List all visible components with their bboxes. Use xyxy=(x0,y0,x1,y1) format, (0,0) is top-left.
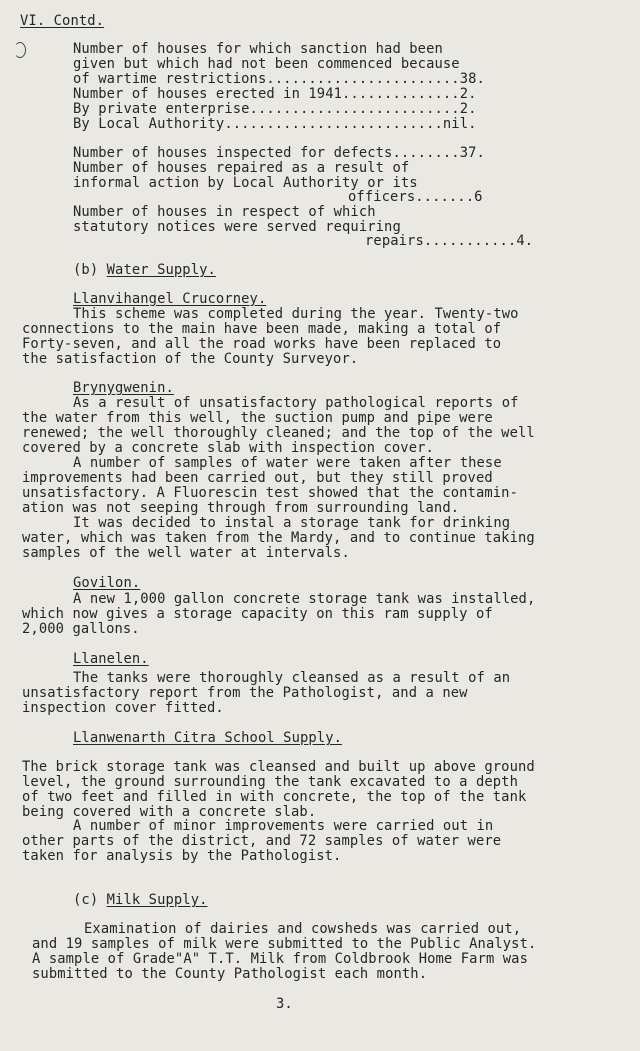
paragraph-line: covered by a concrete slab with inspection cover. xyxy=(22,440,434,456)
paragraph-line: samples of the well water at intervals. xyxy=(22,545,350,561)
llanwenarth-title: Llanwenarth Citra School Supply. xyxy=(73,730,343,746)
housing-line: By Local Authority..........................nil. xyxy=(73,116,477,132)
paragraph-line: the satisfaction of the County Surveyor. xyxy=(22,351,359,367)
housing-line: Number of houses erected in 1941..............2. xyxy=(73,86,477,102)
housing-line: statutory notices were served requiring xyxy=(73,219,401,235)
housing-line: Number of houses inspected for defects........37. xyxy=(73,145,485,161)
paragraph-line: inspection cover fitted. xyxy=(22,700,224,716)
paragraph-line: submitted to the County Pathologist each month. xyxy=(32,966,428,982)
paragraph-line: of two feet and filled in with concrete, the top of the tank xyxy=(22,789,527,805)
paragraph-line: improvements had been carried out, but they still proved xyxy=(22,470,493,486)
paragraph-line: level, the ground surrounding the tank excavated to a depth xyxy=(22,774,518,790)
paragraph-line: other parts of the district, and 72 samples of water were xyxy=(22,833,502,849)
paragraph-line: A new 1,000 gallon concrete storage tank was installed, xyxy=(73,591,536,607)
housing-line: officers.......6 xyxy=(348,189,483,205)
milk-supply-heading xyxy=(73,893,208,908)
brynygwenin-title: Brynygwenin. xyxy=(73,380,174,396)
paragraph-line: 2,000 gallons. xyxy=(22,621,140,637)
paragraph-line: The tanks were thoroughly cleansed as a result of an xyxy=(73,670,511,686)
paragraph-line: water, which was taken from the Mardy, and to continue taking xyxy=(22,530,535,546)
paragraph-line: connections to the main have been made, making a total of xyxy=(22,321,502,337)
paragraph-line: As a result of unsatisfactory pathological reports of xyxy=(73,395,519,411)
paragraph-line: taken for analysis by the Pathologist. xyxy=(22,848,342,864)
paragraph-line: which now gives a storage capacity on this ram supply of xyxy=(22,606,493,622)
paragraph-line: Forty-seven, and all the road works have been replaced to xyxy=(22,336,502,352)
paragraph-line: the water from this well, the suction pump and pipe were xyxy=(22,410,493,426)
paragraph-line: A number of samples of water were taken after these xyxy=(73,455,502,471)
heading-text: Water Supply. xyxy=(106,262,216,278)
paragraph-line: A number of minor improvements were carried out in xyxy=(73,818,494,834)
paragraph-line: renewed; the well thoroughly cleaned; and the top of the well xyxy=(22,425,535,441)
housing-line: given but which had not been commenced because xyxy=(73,56,460,72)
page-number: 3. xyxy=(276,996,293,1012)
paragraph-line: and 19 samples of milk were submitted to the Public Analyst. xyxy=(32,936,537,952)
paragraph-line: unsatisfactory report from the Pathologist, and a new xyxy=(22,685,468,701)
heading-prefix: (c) xyxy=(73,892,107,908)
housing-line: Number of houses repaired as a result of xyxy=(73,160,410,176)
paragraph-line: It was decided to instal a storage tank for drinking xyxy=(73,515,511,531)
govilon-title: Govilon. xyxy=(73,575,141,591)
llanelen-title: Llanelen. xyxy=(73,651,149,667)
housing-line: informal action by Local Authority or its xyxy=(73,175,418,191)
paragraph-line: unsatisfactory. A Fluorescin test showed that the contamin- xyxy=(22,485,518,501)
punch-hole-mark xyxy=(14,42,26,58)
paragraph-line: Examination of dairies and cowsheds was carried out, xyxy=(84,921,522,937)
paragraph-line: A sample of Grade"A" T.T. Milk from Coldbrook Home Farm was xyxy=(32,951,528,967)
paragraph-line: The brick storage tank was cleansed and built up above ground xyxy=(22,759,535,775)
water-supply-heading xyxy=(73,263,216,278)
section-header: VI. Contd. xyxy=(20,13,105,29)
housing-line: Number of houses in respect of which xyxy=(73,204,376,220)
heading-prefix: (b) xyxy=(73,262,107,278)
paragraph-line: ation was not seeping through from surrounding land. xyxy=(22,500,460,516)
paragraph-line: being covered with a concrete slab. xyxy=(22,804,317,820)
housing-line: Number of houses for which sanction had been xyxy=(73,41,443,57)
paragraph-line: This scheme was completed during the year. Twenty-two xyxy=(73,306,519,322)
housing-line: repairs...........4. xyxy=(365,233,534,249)
housing-line: By private enterprise.........................2. xyxy=(73,101,477,117)
llanvihangel-title: Llanvihangel Crucorney. xyxy=(73,291,267,307)
housing-line: of wartime restrictions.......................38. xyxy=(73,71,485,87)
heading-text: Milk Supply. xyxy=(106,892,208,908)
